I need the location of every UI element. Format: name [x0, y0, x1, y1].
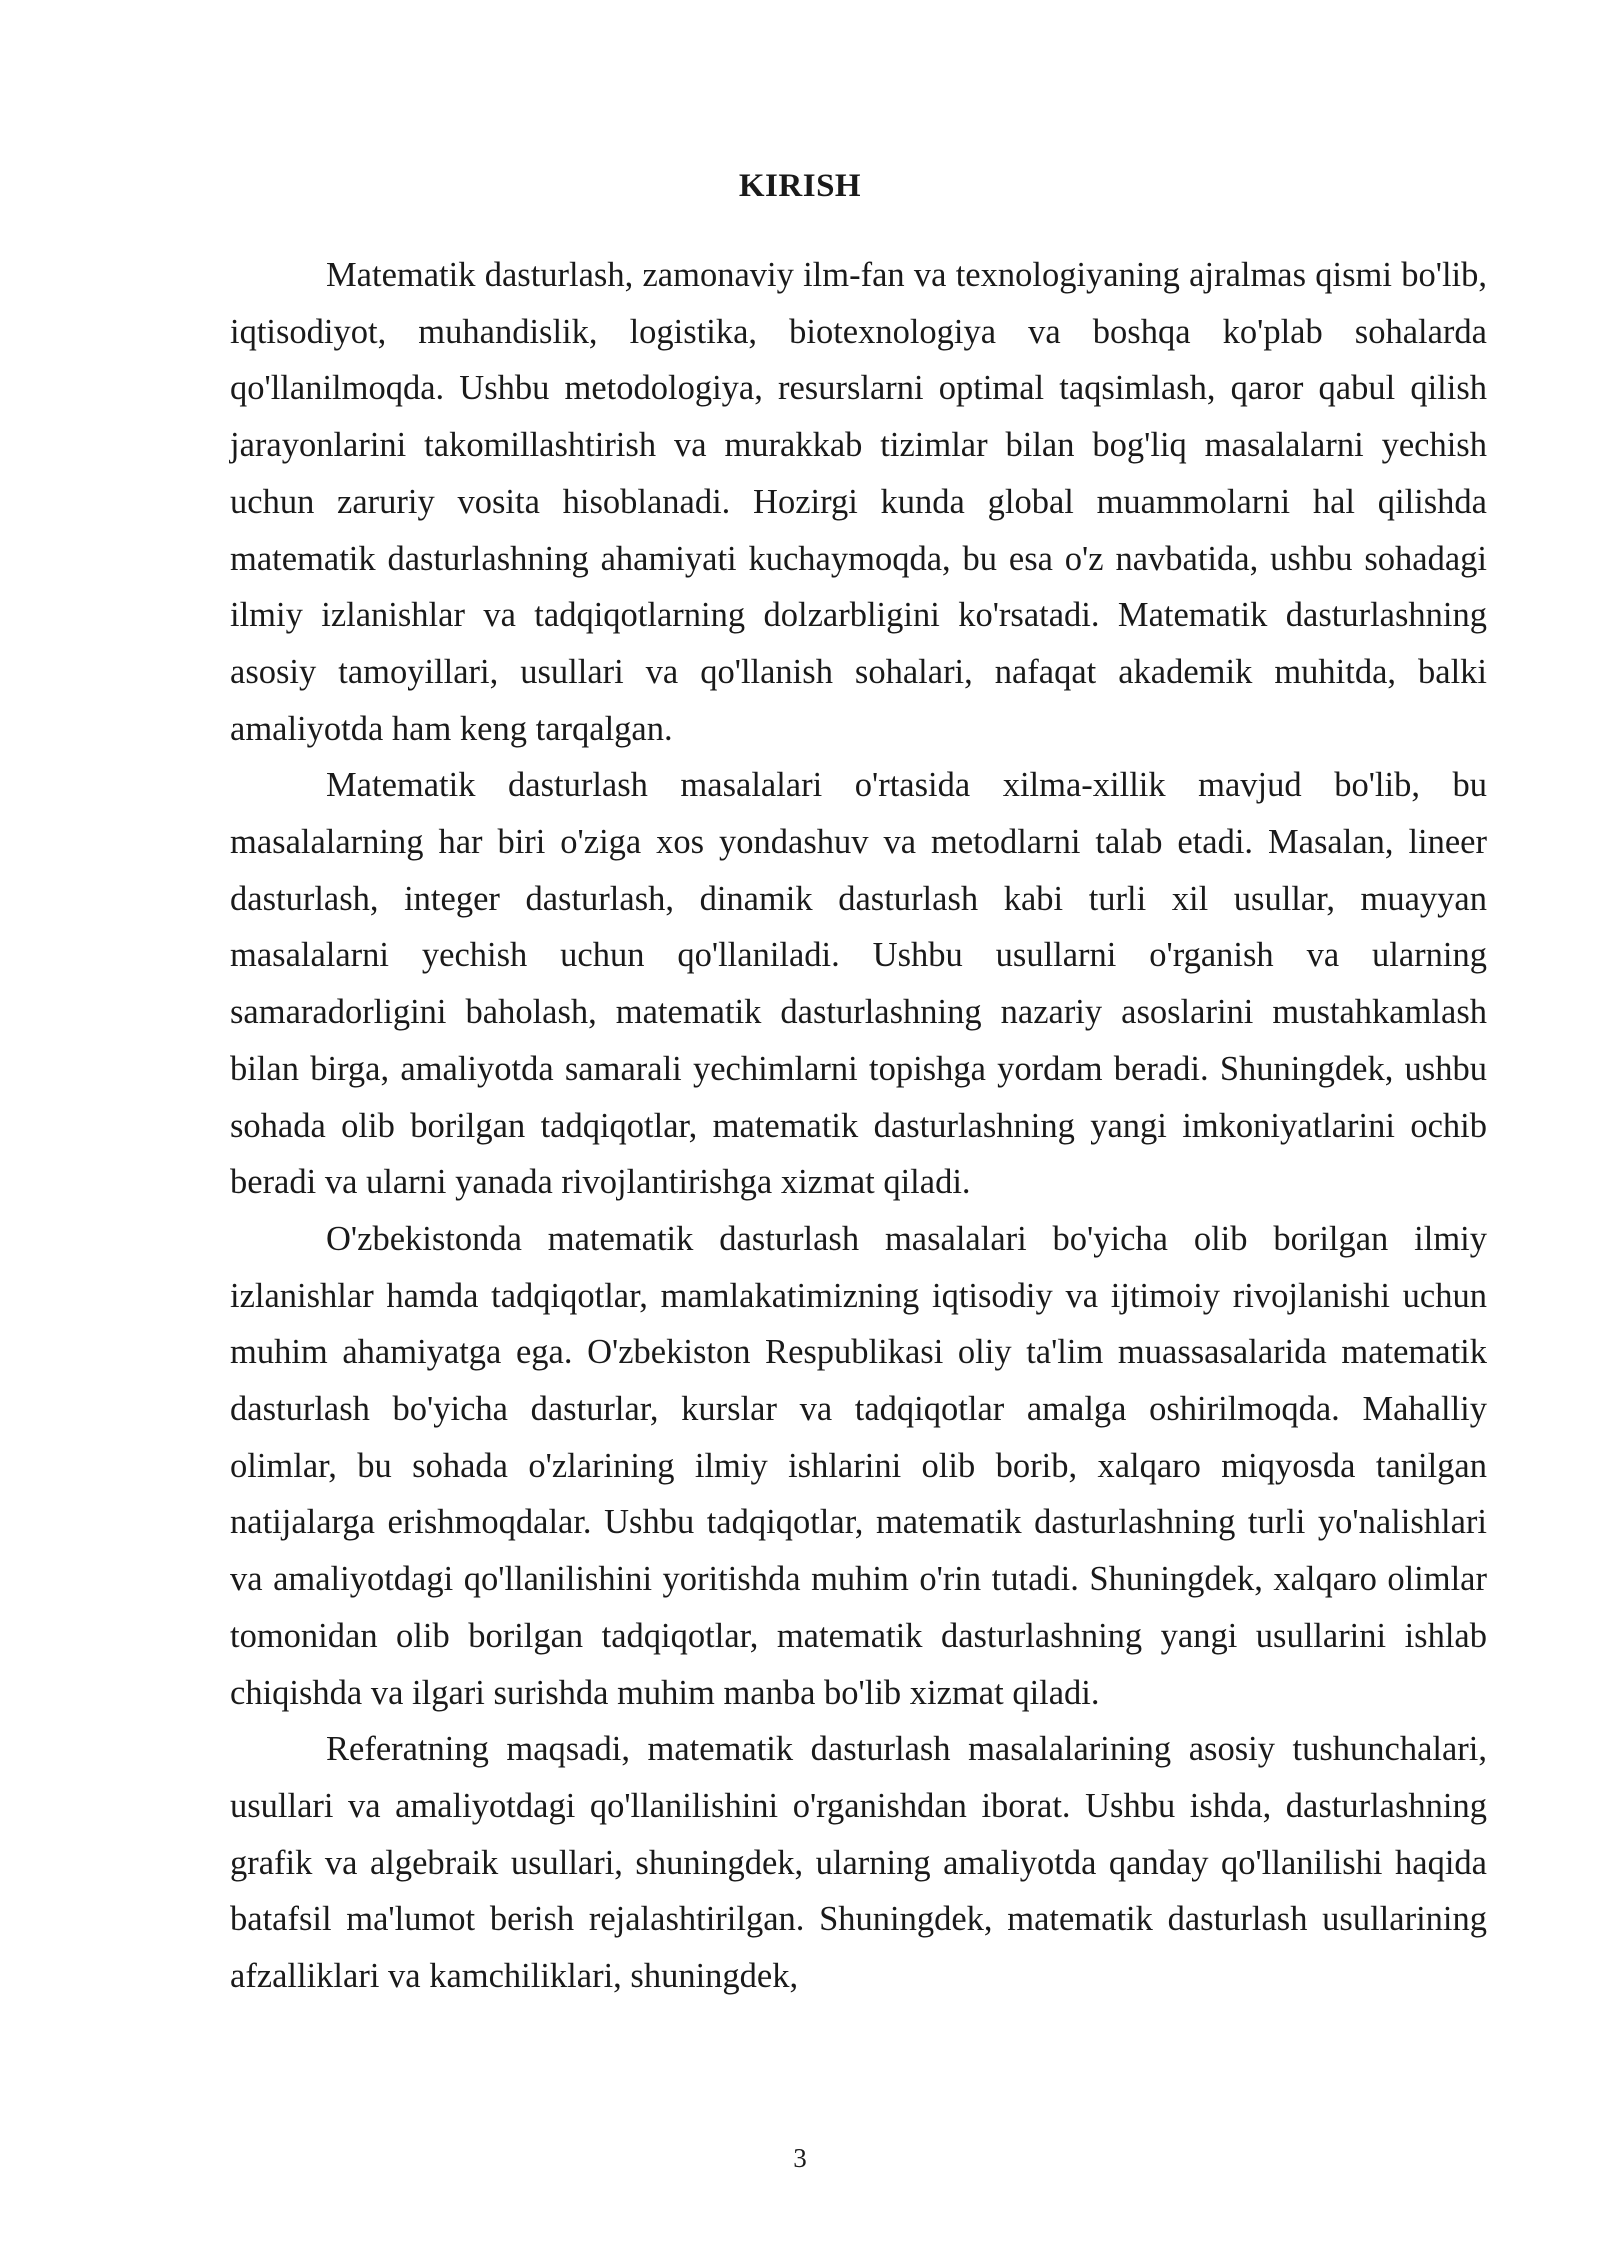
body-text [230, 247, 1487, 2005]
paragraph: Matematik dasturlash, zamonaviy ilm-fan va texnologiyaning ajralmas qismi bo'lib, iqtisodiyot, muhandislik, logistika, biotexnologiya va boshqa ko'plab sohalarda qo'llanilmoqda. Ushbu metodologiya, resurslarni optimal taqsimlash, qaror qabul qilish jarayonlarini takomillashtirish va murakkab tizimlar bilan bog'liq masalalarni yechish uchun zaruriy vosita hisoblanadi. Hozirgi kunda global muammolarni hal qilishda matematik dasturlashning ahamiyati kuchaymoqda, bu esa o'z navbatida, ushbu sohadagi ilmiy izlanishlar va tadqiqotlarning dolzarbligini ko'rsatadi. Matematik dasturlashning asosiy tamoyillari, usullari va qo'llanish sohalari, nafaqat akademik muhitda, balki amaliyotda ham keng tarqalgan. [230, 256, 1487, 748]
paragraph: Matematik dasturlash masalalari o'rtasida xilma-xillik mavjud bo'lib, bu masalalarning har biri o'ziga xos yondashuv va metodlarni talab etadi. Masalan, lineer dasturlash, integer dasturlash, dinamik dasturlash kabi turli xil usullar, muayyan masalalarni yechish uchun qo'llaniladi. Ushbu usullarni o'rganish va ularning samaradorligini baholash, matematik dasturlashning nazariy asoslarini mustahkamlash bilan birga, amaliyotda samarali yechimlarni topishga yordam beradi. Shuningdek, ushbu sohada olib borilgan tadqiqotlar, matematik dasturlashning yangi imkoniyatlarini ochib beradi va ularni yanada rivojlantirishga xizmat qiladi. [230, 766, 1487, 1202]
paragraph: Referatning maqsadi, matematik dasturlash masalalarining asosiy tushunchalari, usullari va amaliyotdagi qo'llanilishini o'rganishdan iborat. Ushbu ishda, dasturlashning grafik va algebraik usullari, shuningdek, ularning amaliyotda qanday qo'llanilishi haqida batafsil ma'lumot berish rejalashtirilgan. Shuningdek, matematik dasturlash usullarining afzalliklari va kamchiliklari, shuningdek, [230, 1730, 1487, 1996]
section-title: KIRISH [738, 168, 862, 204]
page-number: 3 [793, 2143, 807, 2173]
paragraph: O'zbekistonda matematik dasturlash masalalari bo'yicha olib borilgan ilmiy izlanishlar hamda tadqiqotlar, mamlakatimizning iqtisodiy va ijtimoiy rivojlanishi uchun muhim ahamiyatga ega. O'zbekiston Respublikasi oliy ta'lim muassasalarida matematik dasturlash bo'yicha dasturlar, kurslar va tadqiqotlar amalga oshirilmoqda. Mahalliy olimlar, bu sohada o'zlarining ilmiy ishlarini olib borib, xalqaro miqyosda tanilgan natijalarga erishmoqdalar. Ushbu tadqiqotlar, matematik dasturlashning turli yo'nalishlari va amaliyotdagi qo'llanilishini yoritishda muhim o'rin tutadi. Shuningdek, xalqaro olimlar tomonidan olib borilgan tadqiqotlar, matematik dasturlashning yangi usullarini ishlab chiqishda va ilgari surishda muhim manba bo'lib xizmat qiladi. [230, 1219, 1487, 1712]
